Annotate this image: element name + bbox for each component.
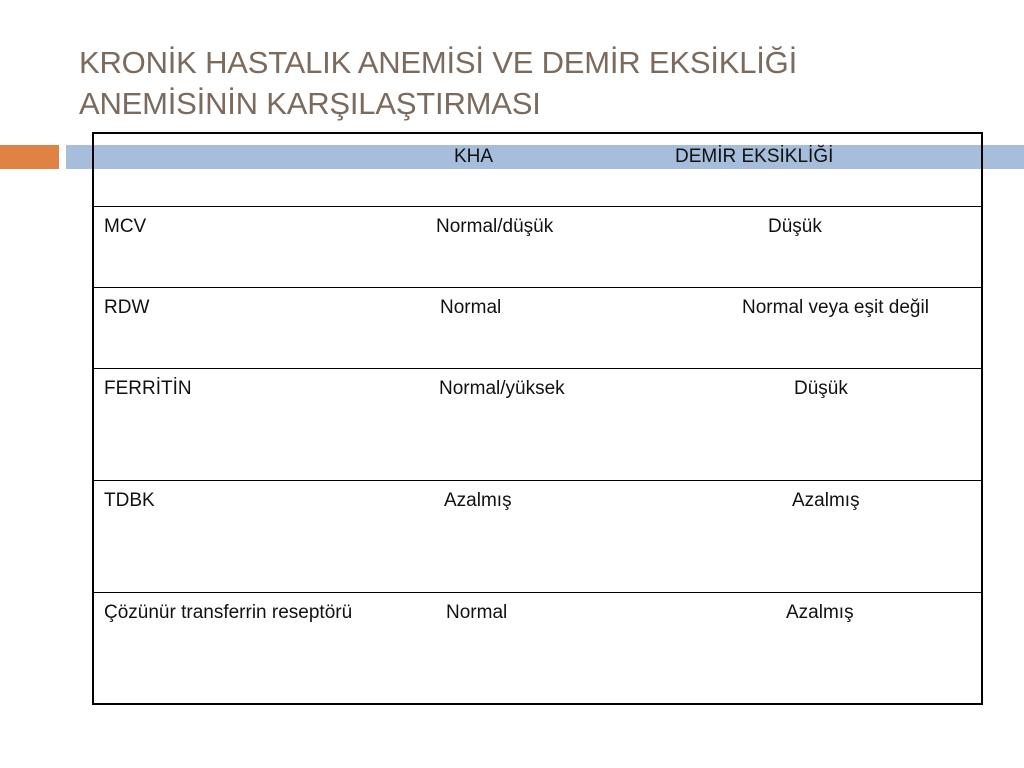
slide-title: [79, 42, 979, 124]
row-label: MCV: [104, 216, 147, 237]
row-demir-value: Azalmış: [792, 490, 860, 511]
row-label: RDW: [104, 297, 150, 318]
accent-bar-orange: [0, 145, 59, 169]
row-label: TDBK: [104, 490, 155, 511]
row-demir-value: Normal veya eşit değil: [742, 297, 929, 318]
row-demir-value: Azalmış: [786, 602, 854, 623]
row-kha-value: Normal: [446, 602, 508, 623]
row-demir-value: Düşük: [794, 378, 848, 399]
header-kha: KHA: [454, 146, 494, 167]
table-row-ferritin: [94, 368, 981, 480]
table-row-transferrin-reseptoru: [94, 592, 981, 704]
table-row-mcv: [94, 206, 981, 287]
row-label: FERRİTİN: [104, 378, 192, 399]
slide-title-line-1: KRONİK HASTALIK ANEMİSİ VE DEMİR EKSİKLİĞİ: [79, 45, 797, 80]
slide-title-line-2: ANEMİSİNİN KARŞILAŞTIRMASI: [79, 86, 541, 121]
row-demir-value: Düşük: [768, 216, 822, 237]
row-kha-value: Normal/yüksek: [439, 378, 565, 399]
row-kha-value: Normal: [440, 297, 502, 318]
table-row-tdbk: [94, 480, 981, 592]
row-kha-value: Normal/düşük: [436, 216, 554, 237]
comparison-table: [92, 132, 983, 705]
table-header-row: [94, 134, 981, 206]
row-label: Çözünür transferrin reseptörü: [104, 602, 353, 623]
table-row-rdw: [94, 287, 981, 368]
header-demir-eksikligi: DEMİR EKSİKLİĞİ: [675, 146, 834, 167]
row-kha-value: Azalmış: [444, 490, 512, 511]
